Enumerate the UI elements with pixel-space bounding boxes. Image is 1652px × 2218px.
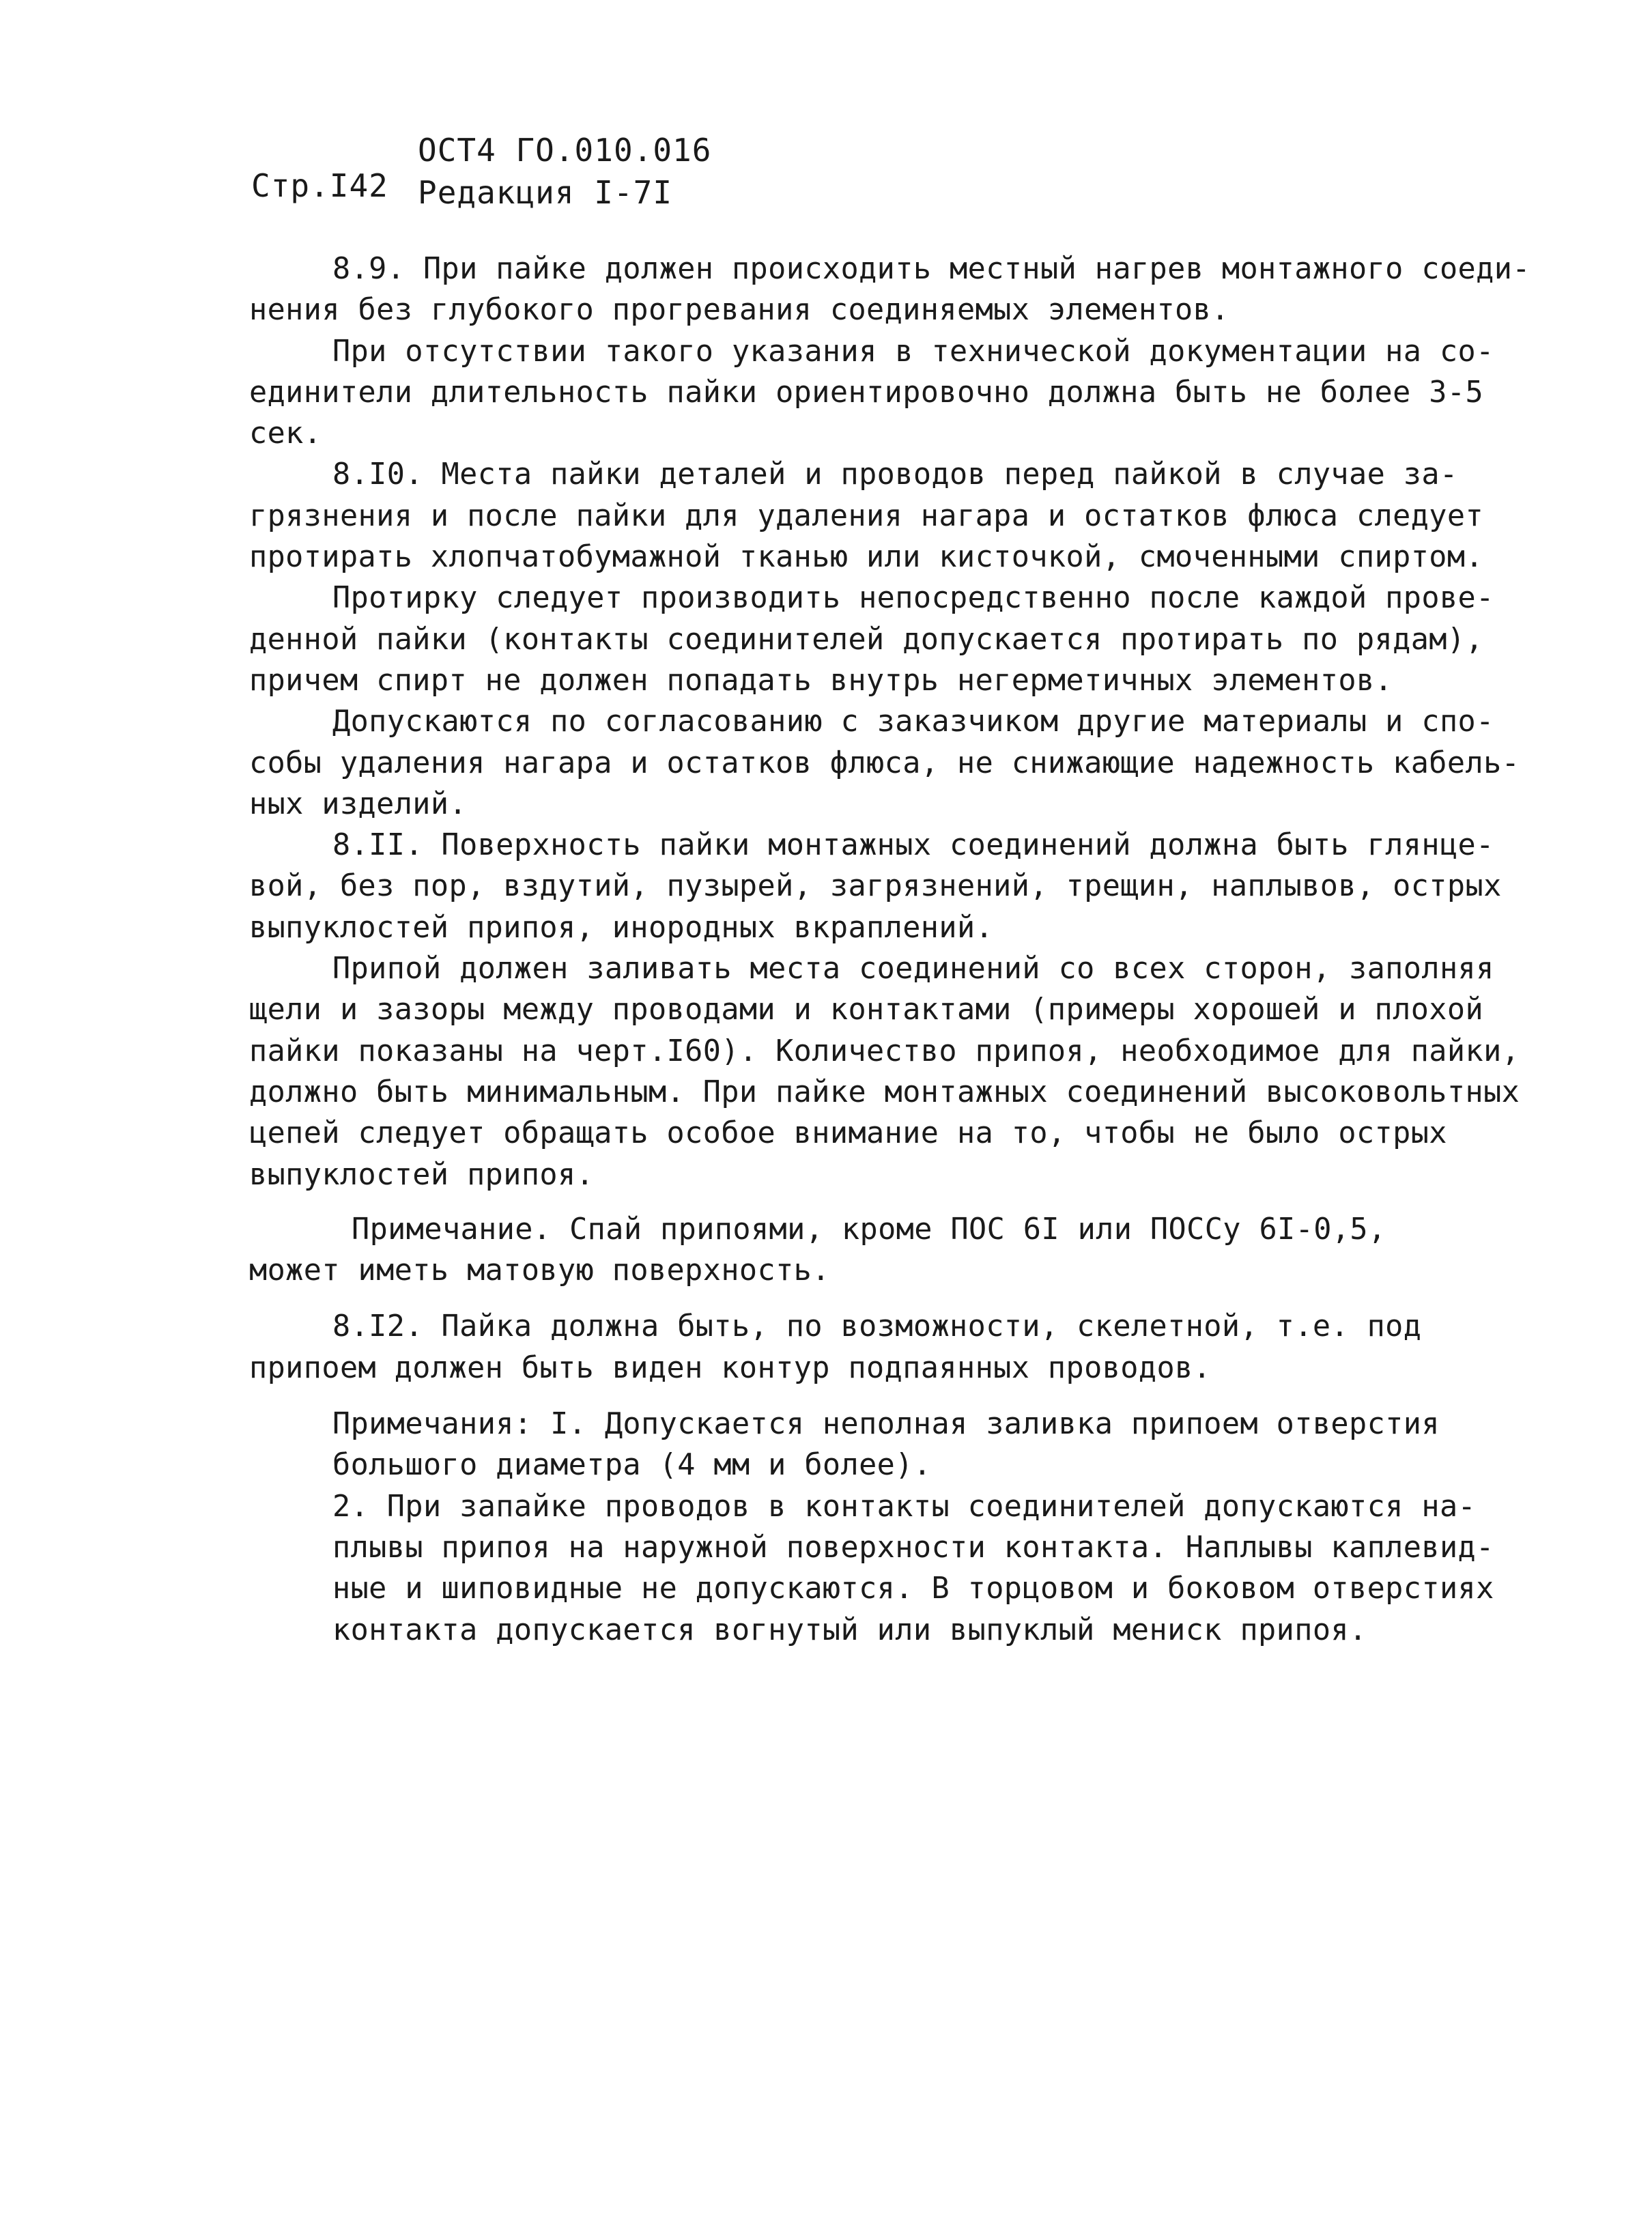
document-code: ОСТ4 ГО.010.016	[418, 132, 712, 169]
note-line: плывы припоя на наружной поверхности контакта. Наплывы каплевид-	[332, 1530, 1494, 1565]
text-line: 8.9. При пайке должен происходить местный нагрев монтажного соеди-	[332, 252, 1530, 286]
text-line: нения без глубокого прогревания соединяемых элементов.	[249, 293, 1229, 328]
text-line: сек.	[249, 416, 322, 451]
text-line: Протирку следует производить непосредственно после каждой прове-	[332, 581, 1494, 616]
text-line: 8.II. Поверхность пайки монтажных соединений должна быть глянце-	[332, 828, 1494, 863]
note-line: Примечания: I. Допускается неполная заливка припоем отверстия	[332, 1407, 1440, 1442]
text-line: пайки показаны на черт.I60). Количество припоя, необходимое для пайки,	[249, 1034, 1520, 1068]
text-line: единители длительность пайки ориентировочно должна быть не более 3-5	[249, 375, 1484, 410]
text-line: При отсутствии такого указания в технической документации на со-	[332, 334, 1494, 369]
note-line: Примечание. Спай припоями, кроме ПОС 6I или ПОССу 6I-0,5,	[352, 1212, 1386, 1247]
document-body	[249, 248, 1530, 1651]
note-line: может иметь матовую поверхность.	[249, 1253, 830, 1288]
note-line: большого диаметра (4 мм и более).	[332, 1448, 932, 1483]
text-line: денной пайки (контакты соединителей допускается протирать по рядам),	[249, 622, 1484, 657]
text-line: припоем должен быть виден контур подпаянных проводов.	[249, 1350, 1212, 1385]
page-number: Стр.I42	[251, 167, 388, 204]
text-line: Допускаются по согласованию с заказчиком другие материалы и спо-	[332, 705, 1494, 739]
text-line: 8.I2. Пайка должна быть, по возможности, скелетной, т.е. под	[332, 1309, 1422, 1344]
text-line: выпуклостей припоя.	[249, 1157, 595, 1192]
text-line: ных изделий.	[249, 786, 468, 821]
text-line: цепей следует обращать особое внимание на то, чтобы не было острых	[249, 1116, 1447, 1151]
text-line: 8.I0. Места пайки деталей и проводов перед пайкой в случае за-	[332, 457, 1458, 492]
text-line: вой, без пор, вздутий, пузырей, загрязнений, трещин, наплывов, острых	[249, 869, 1502, 904]
text-line: причем спирт не должен попадать внутрь негерметичных элементов.	[249, 663, 1393, 698]
text-line: выпуклостей припоя, инородных вкраплений.	[249, 910, 994, 945]
text-line: Припой должен заливать места соединений со всех сторон, заполняя	[332, 952, 1494, 986]
document-revision: Редакция I-7I	[418, 174, 673, 211]
text-line: протирать хлопчатобумажной тканью или кисточкой, смоченными спиртом.	[249, 540, 1484, 575]
text-line: должно быть минимальным. При пайке монтажных соединений высоковольтных	[249, 1075, 1520, 1109]
text-line: собы удаления нагара и остатков флюса, не снижающие надежность кабель-	[249, 745, 1520, 780]
note-line: контакта допускается вогнутый или выпуклый мениск припоя.	[332, 1612, 1367, 1647]
text-line: щели и зазоры между проводами и контактами (примеры хорошей и плохой	[249, 993, 1484, 1027]
text-line: грязнения и после пайки для удаления нагара и остатков флюса следует	[249, 498, 1484, 533]
note-line: 2. При запайке проводов в контакты соединителей допускаются на-	[332, 1489, 1477, 1524]
note-line: ные и шиповидные не допускаются. В торцовом и боковом отверстиях	[332, 1572, 1494, 1606]
